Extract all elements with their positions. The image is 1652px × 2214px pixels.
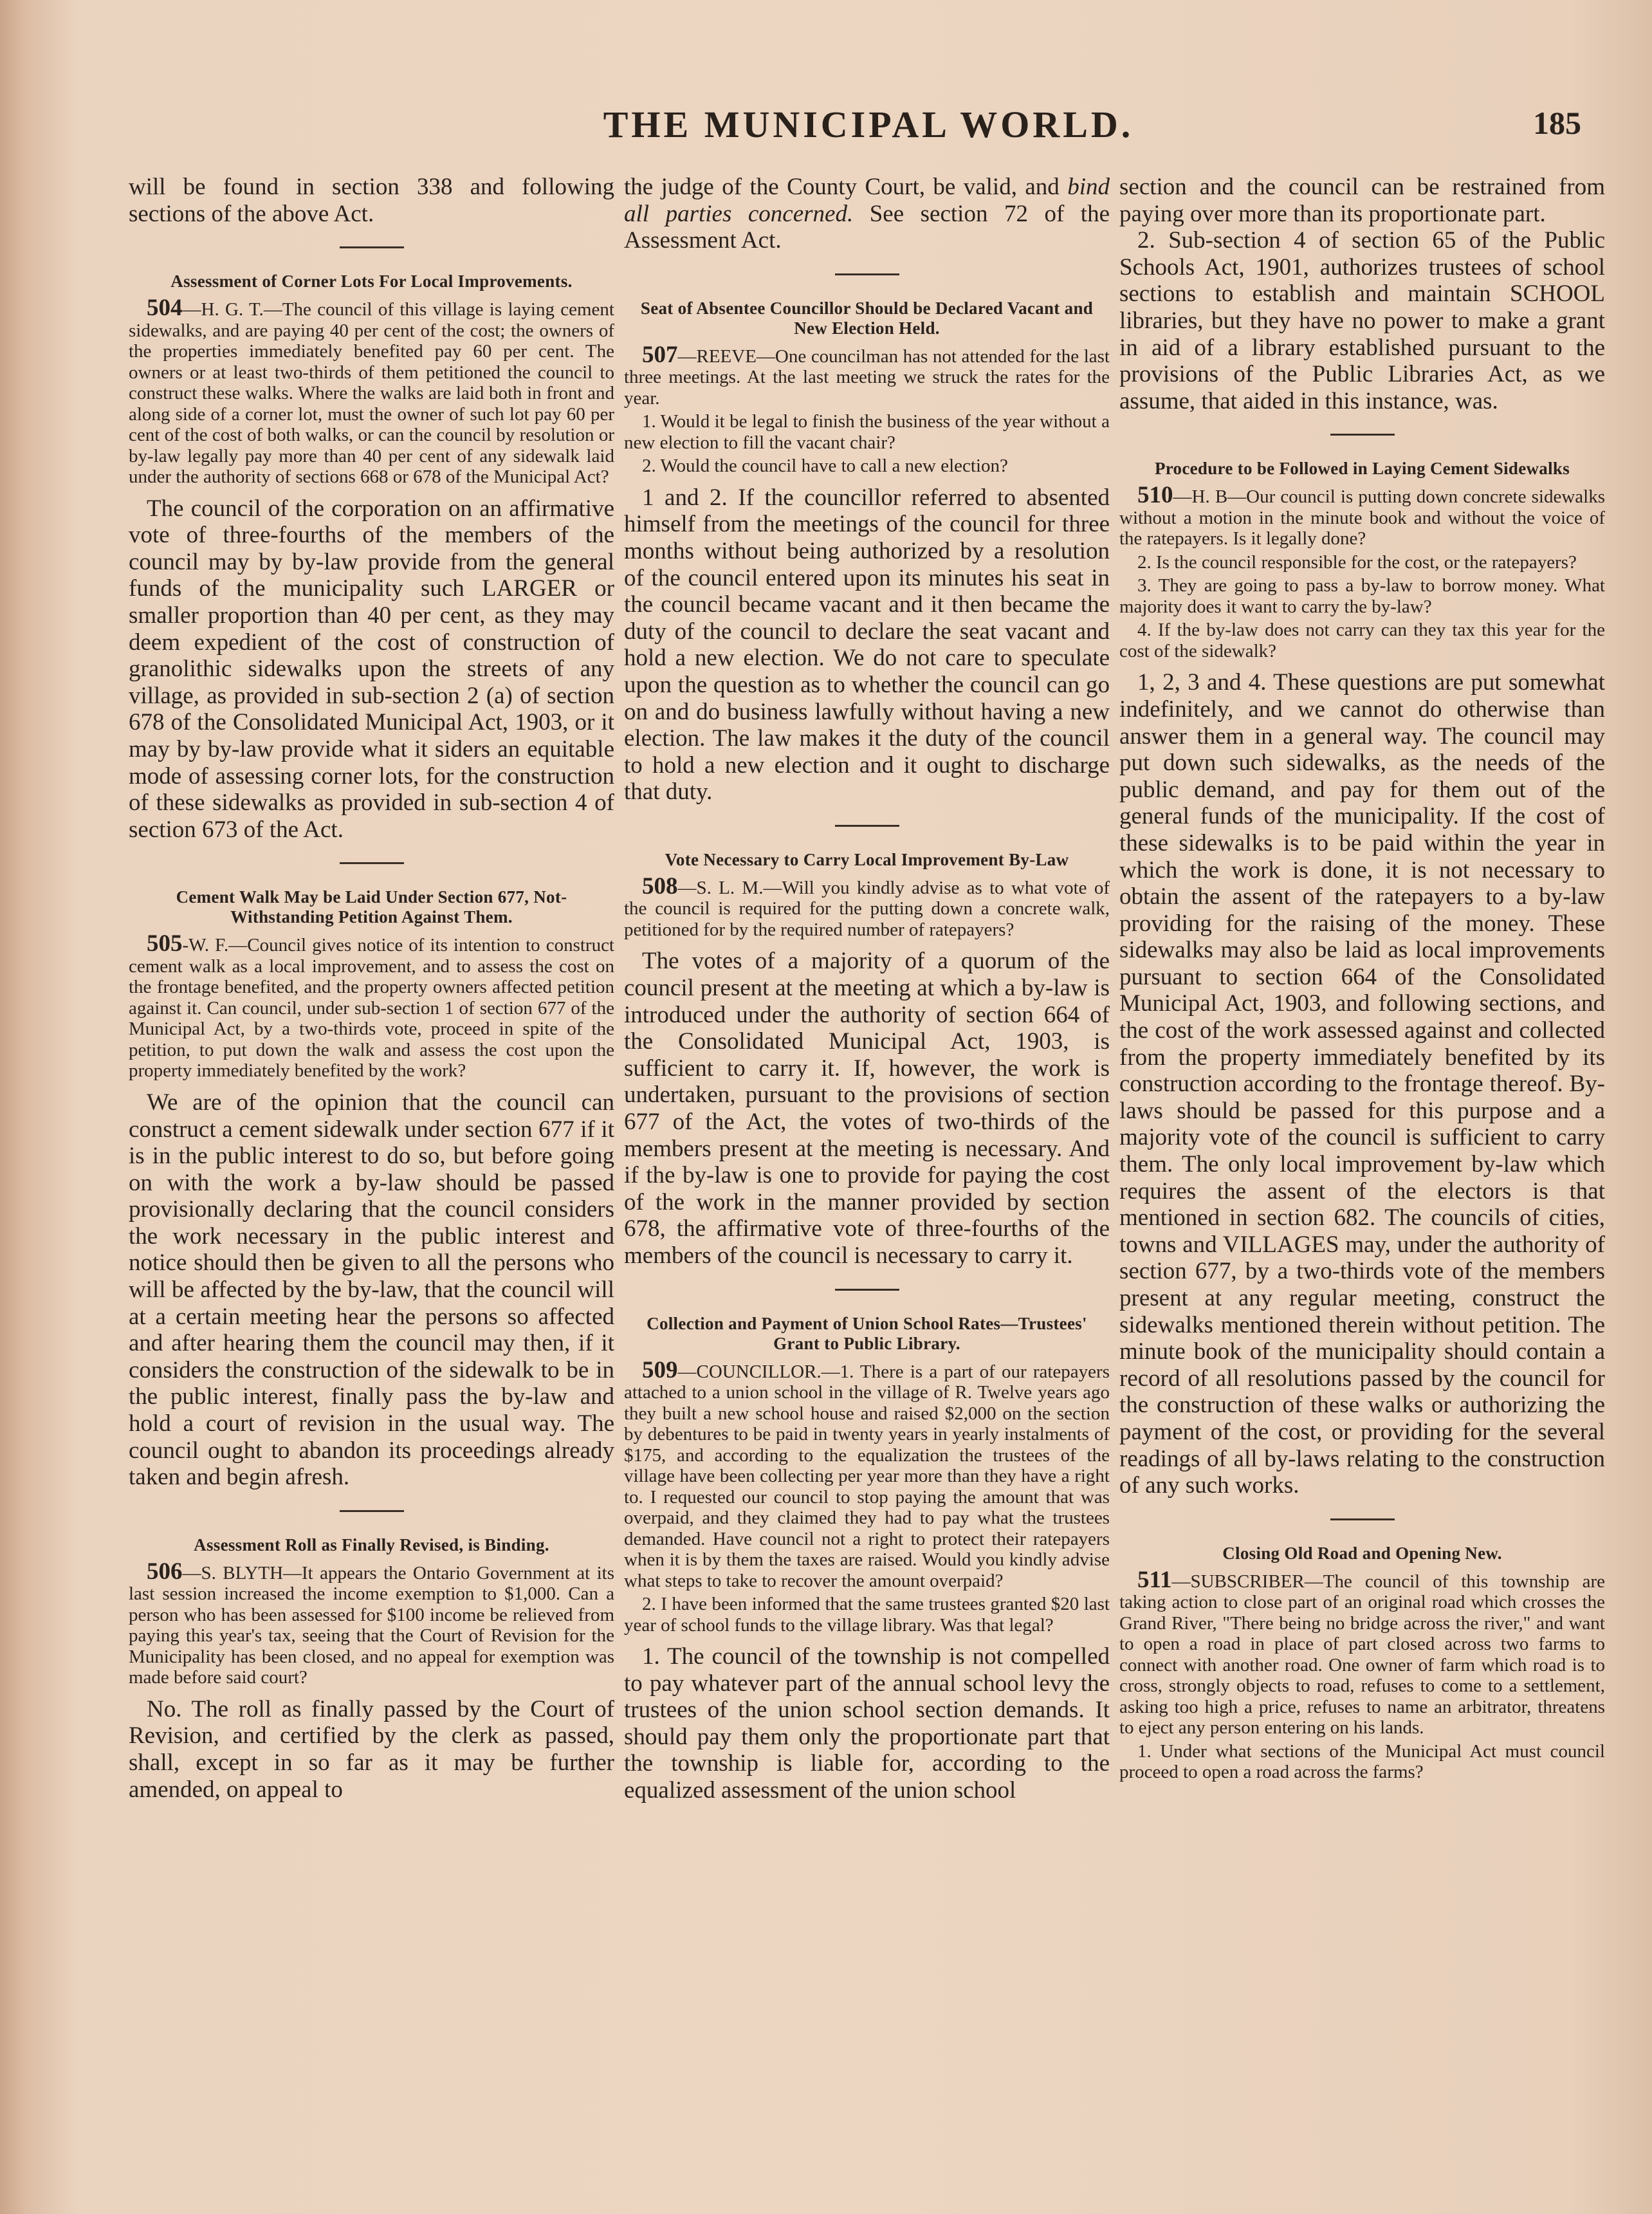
question-text: 508—S. L. M.—Will you kindly advise as to what vote of the council is required for the putting down a concrete walk, petitioned for by the required number of ratepayers? <box>624 872 1110 940</box>
divider-rule <box>1330 1518 1395 1520</box>
question-number: 504 <box>147 295 183 322</box>
divider-rule <box>340 246 404 248</box>
column-3 <box>1119 174 1605 2188</box>
question-heading: Procedure to be Followed in Laying Cement Sidewalks <box>1154 459 1570 479</box>
masthead-title: THE MUNICIPAL WORLD. <box>603 104 1134 145</box>
question-heading: Closing Old Road and Opening New. <box>1222 1543 1502 1563</box>
answer-text: 1, 2, 3 and 4. These questions are put somewhat indefinitely, and we cannot do otherwise than answer them in a general way. The council may put down such sidewalks, as the needs of the public demand, and pay for them out of the general funds of the municipality. If the cost of these sidewalks is to be paid within the year in which the work is done, it is not necessary to obtain the assent of the ratepayers to a by-law providing for the raising of the money. These sidewalks may also be laid as local improvements pursuant to section 664 of the Consolidated Municipal Act, 1903, and following sections, and the cost of the work assessed against and collected from the property immediately benefited by its construction according to the frontage thereof. By-laws should be passed for this purpose and a majority vote of the council is sufficient to carry them. The only local improvement by-law which requires the assent of the electors is that mentioned in section 682. The councils of cities, towns and VILLAGES may, under the authority of section 677, by a two-thirds vote of the members present at any regular meeting, construct the sidewalks mentioned therein without petition. The minute book of the municipality should contain a record of all resolutions passed by the council for the construction of these walks or authorizing the payment of the cost, or providing for the several readings of all by-laws relating to the construction of any such works. <box>1119 669 1605 1499</box>
question-heading: Assessment Roll as Finally Revised, is Binding. <box>194 1535 549 1554</box>
answer-text: The council of the corporation on an affirmative vote of three-fourths of the members of the council may by by-law provide from the general funds of the municipality such LARGER or smaller proportion than 40 per cent, as they may deem expedient of the cost of construction of granolithic sidewalks upon the streets of any village, as provided in sub-section 2 (a) of section 678 of the Consolidated Municipal Act, 1903, or it may by by-law provide what it siders an equitable mode of assessing corner lots, for the construction of these sidewalks as provided in sub-section 4 of section 673 of the Act. <box>129 495 614 843</box>
question-text: 506—S. BLYTH—It appears the Ontario Government at its last session increased the income exemption to $1,000. Can a person who has been assessed for $100 income be relieved from paying this year's tax, seeing that the Court of Revision for the Municipality has been closed, and no appeal for exemption was made before said court? <box>129 1558 614 1688</box>
continued-text: will be found in section 338 and following sections of the above Act. <box>129 174 614 227</box>
answer-text: 2. Sub-section 4 of section 65 of the Public Schools Act, 1901, authorizes trustees of school sections to establish and maintain SCHOOL libraries, but they have no power to make a grant in aid of a library established pursuant to the provisions of the Public Libraries Act, as we assume, that aided in this instance, was. <box>1119 227 1605 414</box>
divider-rule <box>835 1289 899 1291</box>
column-2 <box>624 174 1110 2188</box>
question-number: 510 <box>1137 482 1173 509</box>
question-text: 509—COUNCILLOR.—1. There is a part of our ratepayers attached to a union school in the village of R. Twelve years ago they built a new school house and raised $2,000 on the section by debentures to be paid in twenty years in yearly instalments of $175, and according to the equalization the trustees of the village have been collecting per year more than they have a right to. I requested our council to stop paying the amount that was overpaid, and they claimed they had to pay what the trustees demanded. Have council not a right to protect their ratepayers when it is by them the taxes are raised. Would you kindly advise what steps to take to recover the amount overpaid? <box>624 1356 1110 1591</box>
question-text: 510—H. B—Our council is putting down concrete sidewalks without a motion in the minute book and without the voice of the ratepayers. Is it legally done? <box>1119 482 1605 549</box>
column-1 <box>129 174 614 2188</box>
question-heading: Seat of Absentee Councillor Should be Declared Vacant and New Election Held. <box>640 298 1094 338</box>
question-text: 507—REEVE—One councilman has not attended for the last three meetings. At the last meeting we struck the rates for the year. <box>624 341 1110 409</box>
question-number: 505 <box>147 930 183 957</box>
divider-rule <box>340 1510 404 1512</box>
question-heading: Vote Necessary to Carry Local Improvement By-Law <box>665 849 1069 869</box>
question-number: 508 <box>642 872 678 899</box>
question-subitem: 3. They are going to pass a by-law to borrow money. What majority does it want to carry the by-law? <box>1119 575 1605 617</box>
question-heading: Collection and Payment of Union School Rates—Trustees' Grant to Public Library. <box>647 1313 1087 1353</box>
question-heading: Cement Walk May be Laid Under Section 677, Not-Withstanding Petition Against Them. <box>176 887 567 927</box>
question-number: 509 <box>642 1356 678 1383</box>
divider-rule <box>835 273 899 275</box>
continued-text: the judge of the County Court, be valid, and bind all parties concerned. See section 72 of the Assessment Act. <box>624 174 1110 254</box>
question-subitem: 2. I have been informed that the same trustees granted $20 last year of school funds to the village library. Was that legal? <box>624 1594 1110 1636</box>
question-text: 505-W. F.—Council gives notice of its intention to construct cement walk as a local improvement, and to assess the cost on the frontage benefited, and the property owners affected petition against it. Can council, under sub-section 1 of section 677 of the Municipal Act, by a two-thirds vote, proceed in spite of the petition, to put down the walk and assess the cost upon the property immediately benefited by the work? <box>129 930 614 1082</box>
divider-rule <box>1330 434 1395 436</box>
answer-text: The votes of a majority of a quorum of the council present at the meeting at which a by-law is introduced under the authority of section 664 of the Consolidated Municipal Act, 1903, is sufficient to carry it. If, however, the work is undertaken, pursuant to the provisions of section 677 of the Act, the votes of two-thirds of the members present at the meeting is necessary. And if the by-law is one to provide for paying the cost of the work in the manner provided by section 678, the affirmative vote of three-fourths of the members of the council is necessary to carry it. <box>624 948 1110 1269</box>
page-number: 185 <box>1533 105 1581 141</box>
italic-phrase: bind all parties concerned. <box>624 174 1110 227</box>
question-number: 507 <box>642 341 678 368</box>
question-subitem: 1. Would it be legal to finish the business of the year without a new election to fill the vacant chair? <box>624 411 1110 453</box>
question-subitem: 1. Under what sections of the Municipal Act must council proceed to open a road across the farms? <box>1119 1740 1605 1783</box>
divider-rule <box>835 825 899 827</box>
divider-rule <box>340 862 404 864</box>
continued-text: section and the council can be restrained from paying over more than its proportionate part. <box>1119 174 1605 227</box>
question-text: 504—H. G. T.—The council of this village is laying cement sidewalks, and are paying 40 per cent of the cost; the owners of the properties immediately benefited pay 60 per cent. The owners or at least two-thirds of them petitioned the council to construct these walks. Where the walks are laid both in front and along side of a corner lot, must the owner of such lot pay 60 per cent of the cost of both walks, or can the council by resolution or by-law legally pay more than 40 per cent of any sidewalk laid under the authority of sections 668 or 678 of the Municipal Act? <box>129 295 614 488</box>
question-number: 511 <box>1137 1566 1172 1593</box>
question-subitem: 2. Is the council responsible for the cost, or the ratepayers? <box>1137 551 1577 573</box>
question-subitem: 2. Would the council have to call a new election? <box>642 456 1008 477</box>
question-subitem: 4. If the by-law does not carry can they tax this year for the cost of the sidewalk? <box>1119 620 1605 661</box>
answer-text: 1 and 2. If the councillor referred to absented himself from the meetings of the council for three months without being authorized by a resolution of the council entered upon its minutes his seat in the council became vacant and it then became the duty of the council to declare the seat vacant and hold a new election. We do not care to speculate upon the question as to whether the council can go on and do business lawfully without having a new election. The law makes it the duty of the council to hold a new election and it ought to discharge that duty. <box>624 484 1110 806</box>
question-number: 506 <box>147 1558 183 1585</box>
answer-text: No. The roll as finally passed by the Court of Revision, and certified by the clerk as passed, shall, except in so far as it may be further amended, on appeal to <box>129 1695 614 1803</box>
answer-text: 1. The council of the township is not compelled to pay whatever part of the annual school levy the trustees of the union school section demands. It should pay them only the proportionate part that the township is liable for, according to the equalized assessment of the union school <box>624 1643 1110 1803</box>
question-text: 511—SUBSCRIBER—The council of this township are taking action to close part of an original road which crosses the Grand River, "There being no bridge across the river," and want to open a road in place of part closed across two farms to connect with another road. One owner of farm which road is to cross, strongly objects to road, refuses to come to a settlement, asking too high a price, refuses to name an arbitrator, threatens to eject any person entering on his lands. <box>1119 1566 1605 1739</box>
answer-text: We are of the opinion that the council can construct a cement sidewalk under section 677 if it is in the public interest to do so, but before going on with the work a by-law should be passed provisionally declaring that the council considers the work necessary in the public interest and notice should then be given to all the persons who will be affected by the by-law, that the council will at a certain meeting hear the persons so affected and after hearing them the council may then, if it considers the construction of the sidewalk to be in the public interest, finally pass the by-law and hold a court of revision in the usual way. The council ought to abandon its proceedings already taken and begin afresh. <box>129 1089 614 1491</box>
page-header <box>0 103 1652 161</box>
question-heading: Assessment of Corner Lots For Local Improvements. <box>170 272 573 291</box>
